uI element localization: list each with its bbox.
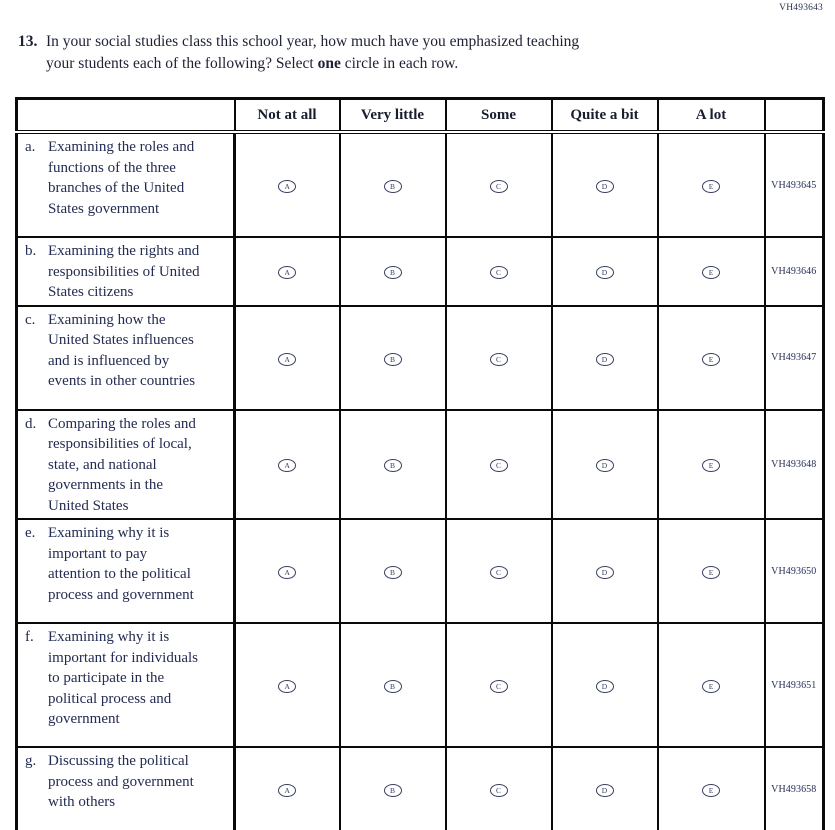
- answer-bubble-a[interactable]: A: [278, 784, 296, 797]
- row-letter: c.: [25, 311, 36, 328]
- answer-bubble-a[interactable]: A: [278, 353, 296, 366]
- answer-bubble-c[interactable]: C: [490, 680, 508, 693]
- answer-cell-not-at-all: [235, 306, 340, 410]
- answer-cell-very-little: [340, 747, 446, 830]
- row-stem: [17, 623, 235, 747]
- answer-bubble-a[interactable]: A: [278, 180, 296, 193]
- row-text: Examining why it is important for individuals to participate in the political process and government: [48, 629, 198, 727]
- question-line2-bold: one: [317, 55, 341, 72]
- table-row-b: [17, 237, 824, 306]
- answer-cell-not-at-all: [235, 747, 340, 830]
- table-row-e: [17, 519, 824, 623]
- answer-cell-some: [446, 519, 552, 623]
- answer-bubble-e[interactable]: E: [702, 459, 720, 472]
- row-letter: a.: [25, 139, 36, 155]
- answer-cell-quite-a-bit: [552, 410, 658, 520]
- row-accession-code: VH493647: [765, 306, 824, 410]
- answer-bubble-c[interactable]: C: [490, 784, 508, 797]
- answer-cell-quite-a-bit: [552, 747, 658, 830]
- answer-cell-not-at-all: [235, 623, 340, 747]
- row-letter: d.: [25, 415, 37, 432]
- answer-bubble-a[interactable]: A: [278, 680, 296, 693]
- row-letter: f.: [25, 629, 34, 645]
- header-code-empty: [765, 99, 824, 133]
- answer-cell-very-little: [340, 623, 446, 747]
- answer-bubble-d[interactable]: D: [596, 459, 614, 472]
- row-accession-code: VH493646: [765, 237, 824, 306]
- question-text: [46, 31, 579, 75]
- question-number: 13.: [18, 33, 38, 50]
- answer-bubble-d[interactable]: D: [596, 784, 614, 797]
- answer-cell-a-lot: [658, 132, 765, 237]
- row-text: Examining how the United States influences and is influenced by events in other countries: [48, 311, 196, 389]
- row-accession-code: VH493645: [765, 132, 824, 237]
- answer-bubble-c[interactable]: C: [490, 180, 508, 193]
- table-row-g: [17, 747, 824, 830]
- answer-bubble-c[interactable]: C: [490, 353, 508, 366]
- answer-bubble-e[interactable]: E: [702, 566, 720, 579]
- answer-cell-not-at-all: [235, 519, 340, 623]
- answer-bubble-c[interactable]: C: [490, 566, 508, 579]
- column-header-a-lot: A lot: [658, 99, 765, 133]
- row-accession-code: VH493650: [765, 519, 824, 623]
- column-header-quite-a-bit: Quite a bit: [552, 99, 658, 133]
- answer-bubble-b[interactable]: B: [384, 266, 402, 279]
- answer-cell-a-lot: [658, 306, 765, 410]
- row-stem: [17, 237, 235, 306]
- answer-cell-quite-a-bit: [552, 237, 658, 306]
- answer-cell-some: [446, 410, 552, 520]
- table-row-c: [17, 306, 824, 410]
- page-accession-code: VH493643: [779, 3, 823, 13]
- answer-bubble-e[interactable]: E: [702, 353, 720, 366]
- answer-bubble-b[interactable]: B: [384, 680, 402, 693]
- answer-cell-a-lot: [658, 623, 765, 747]
- answer-cell-a-lot: [658, 519, 765, 623]
- answer-bubble-b[interactable]: B: [384, 566, 402, 579]
- answer-cell-not-at-all: [235, 237, 340, 306]
- table-row-a: [17, 132, 824, 237]
- answer-bubble-e[interactable]: E: [702, 180, 720, 193]
- answer-cell-some: [446, 237, 552, 306]
- answer-bubble-d[interactable]: D: [596, 680, 614, 693]
- answer-cell-a-lot: [658, 410, 765, 520]
- row-accession-code: VH493658: [765, 747, 824, 830]
- question-line2-post: circle in each row.: [340, 55, 459, 72]
- answer-cell-very-little: [340, 132, 446, 237]
- answer-bubble-d[interactable]: D: [596, 266, 614, 279]
- row-text: Examining why it is important to pay attention to the political process and government: [48, 525, 194, 603]
- row-stem: [17, 519, 235, 623]
- answer-bubble-e[interactable]: E: [702, 680, 720, 693]
- row-letter: e.: [25, 525, 36, 541]
- answer-bubble-e[interactable]: E: [702, 266, 720, 279]
- answer-cell-quite-a-bit: [552, 132, 658, 237]
- answer-bubble-d[interactable]: D: [596, 566, 614, 579]
- header-stem-empty: [17, 99, 235, 133]
- table-row-d: [17, 410, 824, 520]
- answer-cell-quite-a-bit: [552, 306, 658, 410]
- answer-cell-some: [446, 132, 552, 237]
- row-stem: [17, 410, 235, 520]
- question-line1: In your social studies class this school year, how much have you emphasized teaching: [46, 33, 580, 50]
- row-letter: b.: [25, 243, 37, 259]
- answer-cell-not-at-all: [235, 132, 340, 237]
- row-text: Comparing the roles and responsibilities of local, state, and national governments in the United States: [48, 415, 196, 514]
- answer-cell-some: [446, 747, 552, 830]
- answer-bubble-d[interactable]: D: [596, 180, 614, 193]
- column-header-some: Some: [446, 99, 552, 133]
- answer-bubble-a[interactable]: A: [278, 266, 296, 279]
- answer-cell-very-little: [340, 519, 446, 623]
- column-header-very-little: Very little: [340, 99, 446, 133]
- answer-cell-a-lot: [658, 237, 765, 306]
- response-matrix-table: [15, 97, 825, 830]
- question-line2-pre: your students each of the following? Select: [46, 55, 318, 72]
- row-accession-code: VH493651: [765, 623, 824, 747]
- row-stem: [17, 747, 235, 830]
- row-stem: [17, 306, 235, 410]
- column-header-not-at-all: Not at all: [235, 99, 340, 133]
- answer-cell-some: [446, 623, 552, 747]
- answer-bubble-b[interactable]: B: [384, 353, 402, 366]
- answer-bubble-a[interactable]: A: [278, 566, 296, 579]
- row-text: Discussing the political process and government with others: [48, 753, 194, 810]
- row-stem: [17, 132, 235, 237]
- question-block: [18, 31, 579, 75]
- row-text: Examining the rights and responsibilities of United States citizens: [48, 243, 200, 300]
- row-accession-code: VH493648: [765, 410, 824, 520]
- answer-bubble-b[interactable]: B: [384, 784, 402, 797]
- answer-cell-very-little: [340, 237, 446, 306]
- table-row-f: [17, 623, 824, 747]
- answer-bubble-c[interactable]: C: [490, 459, 508, 472]
- answer-bubble-e[interactable]: E: [702, 784, 720, 797]
- answer-bubble-b[interactable]: B: [384, 459, 402, 472]
- answer-cell-very-little: [340, 306, 446, 410]
- answer-cell-quite-a-bit: [552, 623, 658, 747]
- answer-cell-a-lot: [658, 747, 765, 830]
- row-letter: g.: [25, 753, 37, 769]
- answer-bubble-d[interactable]: D: [596, 353, 614, 366]
- answer-bubble-c[interactable]: C: [490, 266, 508, 279]
- answer-cell-some: [446, 306, 552, 410]
- answer-bubble-b[interactable]: B: [384, 180, 402, 193]
- answer-cell-quite-a-bit: [552, 519, 658, 623]
- answer-cell-not-at-all: [235, 410, 340, 520]
- row-text: Examining the roles and functions of the three branches of the United States government: [48, 139, 195, 217]
- header-row: [17, 99, 824, 133]
- answer-cell-very-little: [340, 410, 446, 520]
- answer-bubble-a[interactable]: A: [278, 459, 296, 472]
